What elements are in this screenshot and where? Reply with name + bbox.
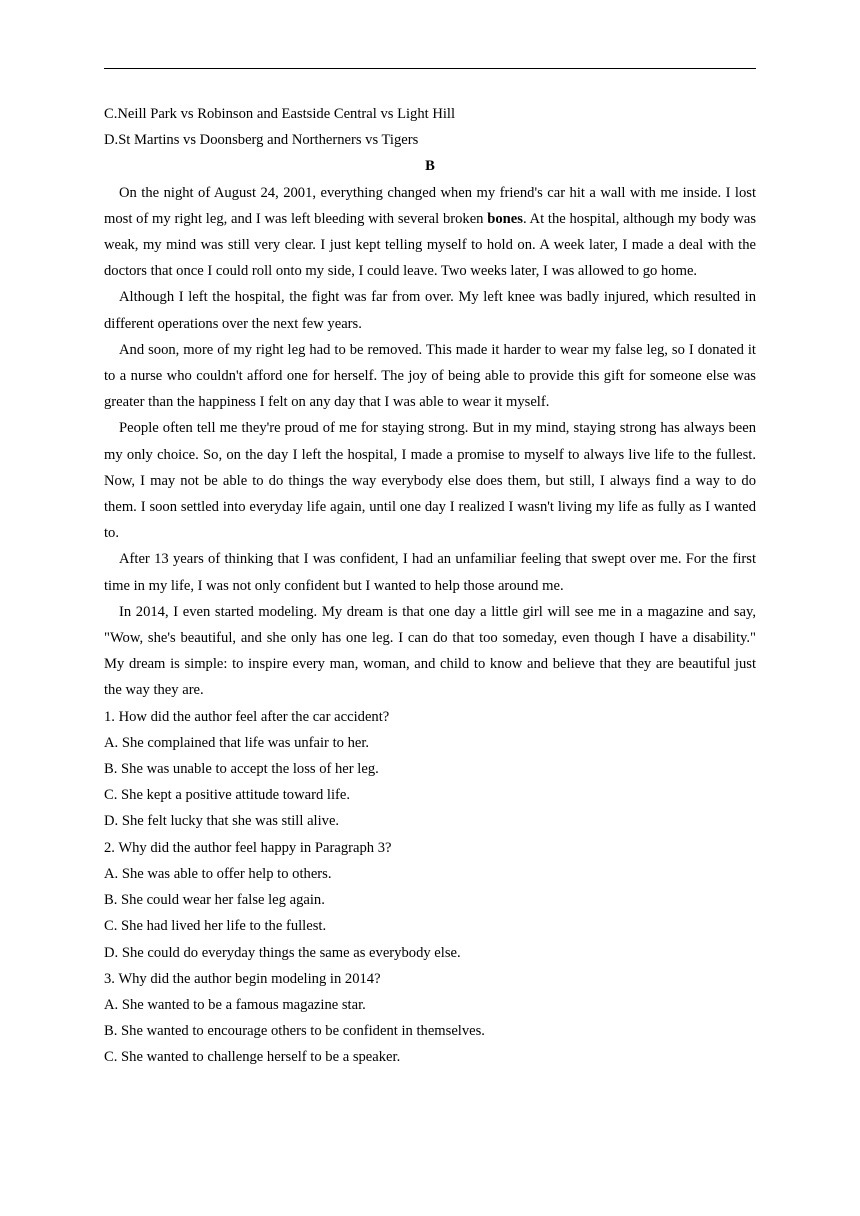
question-2-option-c: C. She had lived her life to the fullest. xyxy=(104,918,327,935)
passage-paragraph-5: After 13 years of thinking that I was confident, I had an unfamiliar feeling that swept over me. For the first time in my life, I was not only confident but I wanted to help those around me. xyxy=(104,551,756,594)
question-3-option-a: A. She wanted to be a famous magazine star. xyxy=(104,996,366,1013)
option-d-continued: D.St Martins vs Doonsberg and Northerners vs Tigers xyxy=(104,132,419,149)
header-rule xyxy=(104,68,756,69)
paragraph-1-text-end: . At the hospital, although my body was weak, my mind was still very clear. I just kept telling myself to hold on. A week later, I made a deal with the doctors that once I could roll onto my side, I could leave. Two weeks later, I was allowed to go home. xyxy=(104,210,756,280)
question-1-option-c: C. She kept a positive attitude toward life. xyxy=(104,787,351,804)
question-3-option-b: B. She wanted to encourage others to be confident in themselves. xyxy=(104,1023,485,1040)
option-c-continued: C.Neill Park vs Robinson and Eastside Central vs Light Hill xyxy=(104,106,456,122)
passage-paragraph-4: People often tell me they're proud of me for staying strong. But in my mind, staying strong has always been my only choice. So, on the day I left the hospital, I made a promise to myself to always live life to the fullest. Now, I may not be able to do things the way everybody else does them, but still, I always find a way to do them. I soon settled into everyday life again, until one day I realized I wasn't living my life as fully as I wanted to. xyxy=(104,420,756,542)
question-1-option-d: D. She felt lucky that she was still alive. xyxy=(104,813,340,830)
passage-paragraph-1 xyxy=(104,180,756,285)
document-body xyxy=(104,101,756,1071)
question-2-option-d: D. She could do everyday things the same as everybody else. xyxy=(104,944,461,961)
bold-word-bones: bones xyxy=(487,210,523,227)
question-2-option-b: B. She could wear her false leg again. xyxy=(104,892,325,909)
passage-paragraph-3: And soon, more of my right leg had to be removed. This made it harder to wear my false leg, so I donated it to a nurse who couldn't afford one for herself. The joy of being able to provide this gift for someone else was greater than the happiness I felt on any day that I was able to wear it myself. xyxy=(104,341,756,411)
question-1-stem: 1. How did the author feel after the car accident? xyxy=(104,708,390,725)
question-2-stem: 2. Why did the author feel happy in Paragraph 3? xyxy=(104,839,392,856)
section-heading: B xyxy=(425,158,435,175)
passage-paragraph-2: Although I left the hospital, the fight was far from over. My left knee was badly injured, which resulted in different operations over the next few years. xyxy=(104,289,756,332)
question-1-option-a: A. She complained that life was unfair to her. xyxy=(104,734,370,751)
question-1-option-b: B. She was unable to accept the loss of her leg. xyxy=(104,761,379,778)
passage-paragraph-6: In 2014, I even started modeling. My dream is that one day a little girl will see me in a magazine and say, "Wow, she's beautiful, and she only has one leg. I can do that too someday, even though I have a disability." My dream is simple: to inspire every man, woman, and child to know and believe that they are beautiful just the way they are. xyxy=(104,603,756,699)
question-2-option-a: A. She was able to offer help to others. xyxy=(104,865,332,882)
paragraph-1-text-start: On the night of August 24, 2001, everything changed when my friend's car hit a wall with me inside. I lost most of my right leg, and I was left bleeding with several broken xyxy=(104,184,756,227)
question-3-option-c: C. She wanted to challenge herself to be a speaker. xyxy=(104,1049,401,1066)
question-3-stem: 3. Why did the author begin modeling in 2014? xyxy=(104,970,381,987)
